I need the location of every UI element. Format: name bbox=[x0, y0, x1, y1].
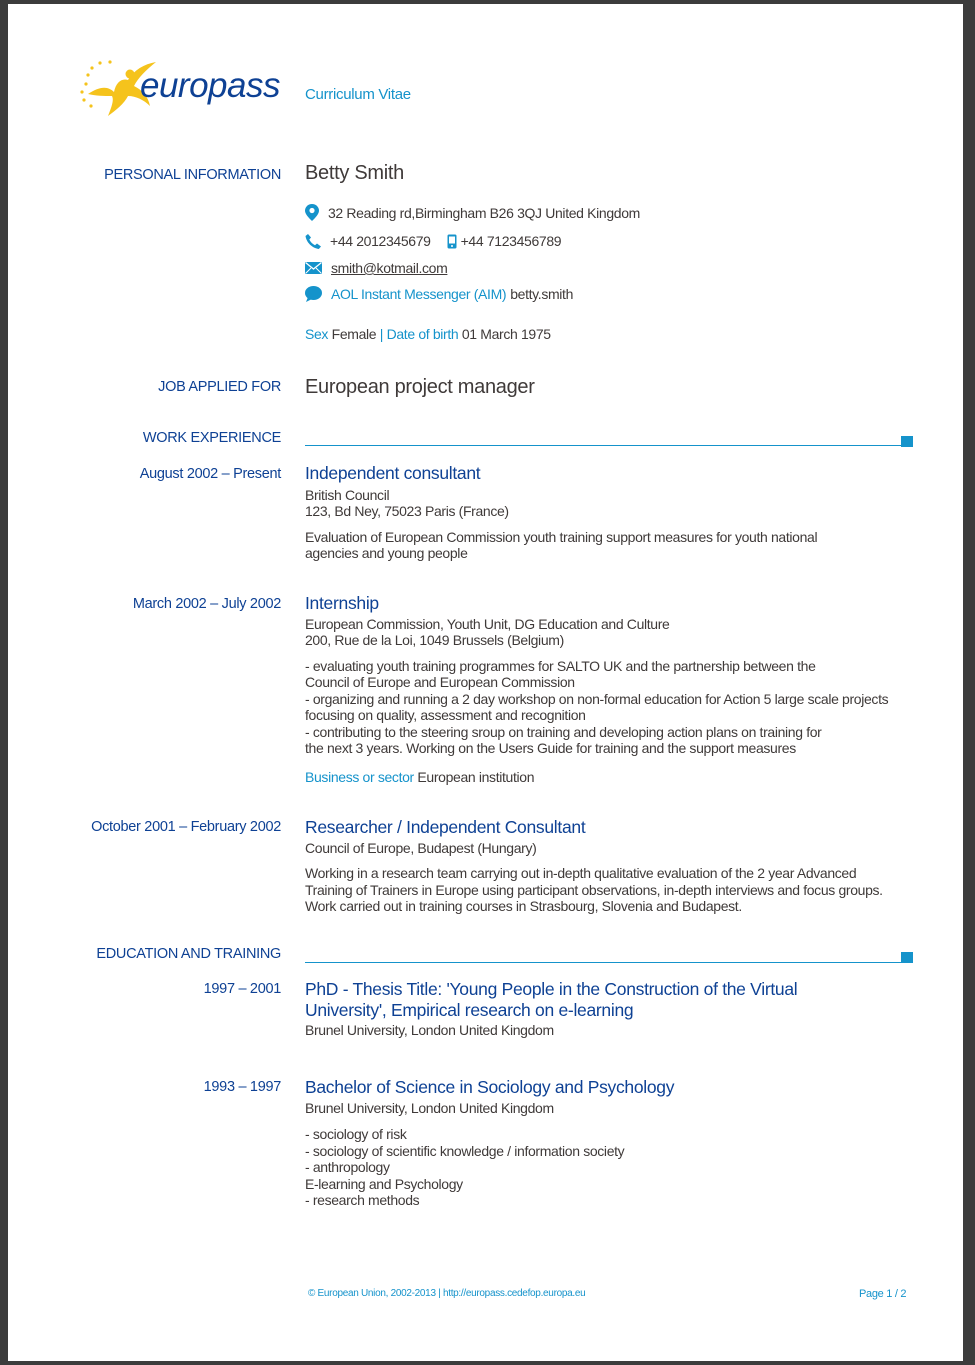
phone-row bbox=[305, 233, 561, 249]
sex-dob-row bbox=[305, 326, 551, 343]
desc-line: Evaluation of European Commission youth training support measures for youth national bbox=[305, 528, 818, 545]
title-line: University', Empirical research on e-learning bbox=[305, 999, 634, 1020]
location-pin-icon bbox=[305, 204, 319, 221]
work-address: 200, Rue de la Loi, 1049 Brussels (Belgium) bbox=[305, 632, 564, 648]
logo-wordmark: europass bbox=[140, 66, 280, 105]
desc-line: focusing on quality, assessment and recognition bbox=[305, 707, 586, 723]
job-applied-value: European project manager bbox=[305, 376, 535, 398]
chat-bubble-icon bbox=[305, 286, 322, 302]
work-description bbox=[305, 865, 915, 915]
education-institution: Brunel University, London United Kingdom bbox=[305, 1022, 554, 1038]
footer-page-number: Page 1 / 2 bbox=[859, 1288, 907, 1300]
mobile-text: +44 7123456789 bbox=[460, 233, 562, 249]
work-entry bbox=[305, 463, 915, 562]
work-dates: August 2002 – Present bbox=[139, 466, 281, 482]
cv-page bbox=[8, 4, 963, 1361]
work-entry bbox=[305, 593, 915, 785]
desc-line: - research methods bbox=[305, 1192, 420, 1208]
education-label: EDUCATION AND TRAINING bbox=[96, 946, 281, 962]
email-envelope-icon bbox=[305, 262, 322, 274]
job-applied-label: JOB APPLIED FOR bbox=[158, 379, 281, 395]
desc-line: Training of Trainers in Europe using participant observations, in-depth interviews and focus groups. bbox=[305, 881, 883, 898]
sex-label: Sex bbox=[305, 326, 329, 342]
address-row bbox=[305, 204, 640, 221]
education-dates: 1997 – 2001 bbox=[203, 981, 281, 997]
work-section-marker bbox=[901, 436, 913, 447]
phone-text: +44 2012345679 bbox=[330, 233, 431, 249]
education-description bbox=[305, 1126, 915, 1209]
education-section-marker bbox=[901, 952, 913, 963]
desc-line: - sociology of scientific knowledge / information society bbox=[305, 1142, 625, 1159]
title-line: PhD - Thesis Title: 'Young People in the Construction of the Virtual bbox=[305, 979, 798, 999]
mobile-phone-icon bbox=[447, 234, 457, 249]
desc-line: - sociology of risk bbox=[305, 1126, 407, 1142]
europass-logo bbox=[72, 56, 288, 118]
desc-line: - anthropology bbox=[305, 1159, 390, 1175]
personal-info-label: PERSONAL INFORMATION bbox=[104, 167, 281, 183]
business-sector-row bbox=[305, 769, 915, 786]
education-institution: Brunel University, London United Kingdom bbox=[305, 1099, 554, 1116]
work-dates: October 2001 – February 2002 bbox=[91, 819, 281, 835]
desc-line: E-learning and Psychology bbox=[305, 1175, 463, 1192]
education-section-rule bbox=[305, 962, 903, 963]
education-dates: 1993 – 1997 bbox=[203, 1079, 281, 1095]
work-employer: Council of Europe, Budapest (Hungary) bbox=[305, 839, 537, 856]
work-employer: European Commission, Youth Unit, DG Education and Culture bbox=[305, 615, 670, 632]
work-description bbox=[305, 529, 915, 562]
education-title bbox=[305, 1077, 915, 1098]
doc-title: Curriculum Vitae bbox=[305, 86, 411, 103]
person-name: Betty Smith bbox=[305, 162, 404, 184]
education-title bbox=[305, 979, 915, 1020]
separator: | bbox=[379, 326, 384, 342]
work-title: Independent consultant bbox=[305, 463, 481, 483]
work-experience-label: WORK EXPERIENCE bbox=[142, 430, 281, 446]
address-text: 32 Reading rd,Birmingham B26 3QJ United Kingdom bbox=[328, 204, 640, 221]
title-line: Bachelor of Science in Sociology and Psychology bbox=[305, 1077, 675, 1097]
work-entry bbox=[305, 817, 915, 915]
desc-line: Working in a research team carrying out in-depth qualitative evaluation of the 2 year Advanced bbox=[305, 865, 857, 881]
work-description bbox=[305, 658, 915, 757]
desc-line: agencies and young people bbox=[305, 545, 468, 561]
sex-value: Female bbox=[331, 326, 377, 342]
im-row bbox=[305, 286, 573, 302]
footer-copyright: © European Union, 2002-2013 | http://europass.cedefop.europa.eu bbox=[308, 1288, 586, 1299]
work-title: Internship bbox=[305, 593, 379, 613]
im-label: AOL Instant Messenger (AIM) bbox=[331, 286, 507, 302]
education-entry bbox=[305, 1077, 915, 1209]
im-value: betty.smith bbox=[510, 286, 574, 302]
sector-label: Business or sector bbox=[305, 768, 414, 785]
work-employer: British Council bbox=[305, 486, 390, 503]
desc-line: the next 3 years. Working on the Users Guide for training and the support measures bbox=[305, 740, 796, 756]
dob-label: Date of birth bbox=[386, 326, 459, 342]
work-title: Researcher / Independent Consultant bbox=[305, 817, 586, 837]
work-dates: March 2002 – July 2002 bbox=[132, 596, 281, 612]
work-address: 123, Bd Ney, 75023 Paris (France) bbox=[305, 503, 509, 519]
desc-line: Work carried out in training courses in Strasbourg, Slovenia and Budapest. bbox=[305, 898, 742, 914]
sector-value: European institution bbox=[417, 768, 535, 785]
dob-value: 01 March 1975 bbox=[461, 326, 551, 342]
education-entry bbox=[305, 979, 915, 1039]
desc-line: Council of Europe and European Commission bbox=[305, 674, 575, 690]
desc-line: - contributing to the steering sroup on training and developing action plans on training for bbox=[305, 723, 822, 740]
desc-line: - organizing and running a 2 day workshop on non-formal education for Action 5 large scale projects bbox=[305, 690, 889, 707]
email-link[interactable]: smith@kotmail.com bbox=[331, 260, 448, 276]
desc-line: - evaluating youth training programmes for SALTO UK and the partnership between the bbox=[305, 657, 816, 674]
logo-text bbox=[140, 66, 280, 106]
email-row bbox=[305, 260, 447, 276]
work-section-rule bbox=[305, 445, 903, 446]
phone-icon bbox=[305, 234, 321, 249]
